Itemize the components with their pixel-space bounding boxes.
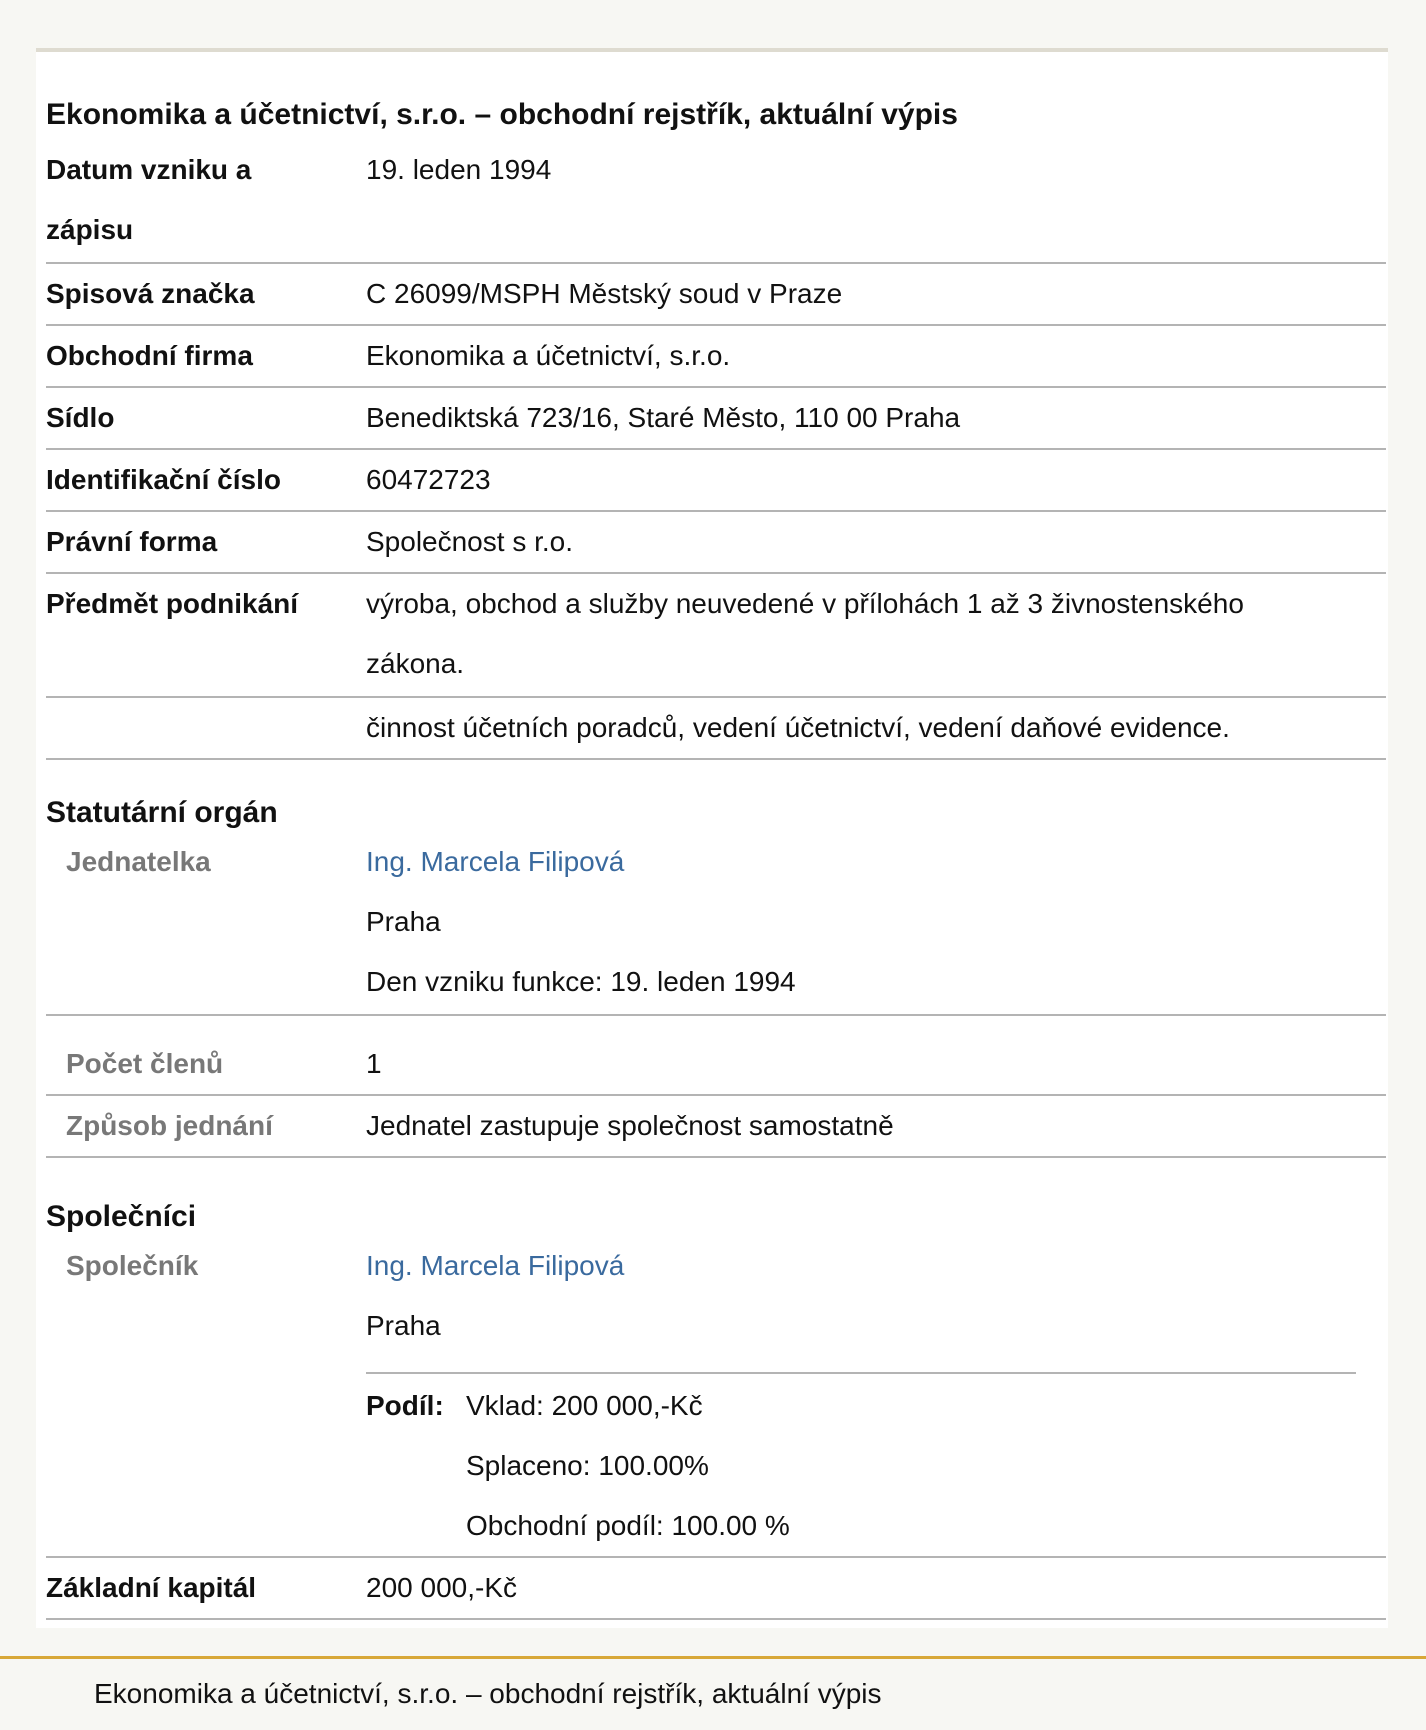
row-label: Počet členů xyxy=(66,1048,224,1079)
row-value xyxy=(366,574,1244,694)
row-value: 19. leden 1994 xyxy=(366,154,552,185)
row-value: 200 000,-Kč xyxy=(366,1572,517,1603)
row-label: Sídlo xyxy=(46,402,115,433)
row-zakladni-kapital xyxy=(46,1558,1386,1620)
row-label xyxy=(46,140,356,260)
row-value: Jednatel zastupuje společnost samostatně xyxy=(366,1110,894,1141)
person-link[interactable]: Ing. Marcela Filipová xyxy=(366,846,625,877)
page-title: Ekonomika a účetnictví, s.r.o. – obchodní rejstřík, aktuální výpis xyxy=(46,98,958,131)
row-label: Obchodní firma xyxy=(46,340,253,371)
row-sidlo xyxy=(46,388,1386,450)
row-pocet-clenu xyxy=(46,1034,1386,1096)
row-label: Spisová značka xyxy=(46,278,255,309)
row-value: Společnost s r.o. xyxy=(366,526,574,557)
extract-card xyxy=(36,48,1388,1628)
row-label: Základní kapitál xyxy=(46,1572,257,1603)
person-city: Praha xyxy=(366,1310,441,1341)
row-value: 1 xyxy=(366,1048,382,1079)
row-value: C 26099/MSPH Městský soud v Praze xyxy=(366,278,843,309)
row-value xyxy=(366,832,796,1012)
share-values xyxy=(466,1376,790,1556)
person-city: Praha xyxy=(366,906,441,937)
person-link[interactable]: Ing. Marcela Filipová xyxy=(366,1250,625,1281)
row-predmet-podnikani xyxy=(46,574,1386,698)
row-jednatelka xyxy=(46,832,1386,1016)
label-line-2: zápisu xyxy=(46,214,134,245)
value-line-2: zákona. xyxy=(366,648,465,679)
label-line-1: Datum vzniku a xyxy=(46,154,252,185)
footer-title: Ekonomika a účetnictví, s.r.o. – obchodní rejstřík, aktuální výpis xyxy=(94,1678,882,1709)
row-value: Ekonomika a účetnictví, s.r.o. xyxy=(366,340,731,371)
share-obchodni-podil: Obchodní podíl: 100.00 % xyxy=(466,1510,790,1541)
function-since: Den vzniku funkce: 19. leden 1994 xyxy=(366,966,796,997)
share-divider xyxy=(366,1372,1356,1374)
row-spisova-znacka xyxy=(46,264,1386,326)
row-datum-vzniku xyxy=(46,140,1386,264)
share-vklad: Vklad: 200 000,-Kč xyxy=(466,1390,703,1421)
share-label: Podíl: xyxy=(366,1390,444,1421)
value-line-1: výroba, obchod a služby neuvedené v přílohách 1 až 3 živnostenského xyxy=(366,588,1244,619)
section-heading-statutarni: Statutární orgán xyxy=(46,796,278,829)
row-value xyxy=(366,1236,624,1356)
row-ico xyxy=(46,450,1386,512)
section-heading-spolecnici: Společníci xyxy=(46,1200,197,1233)
row-label: Identifikační číslo xyxy=(46,464,281,495)
row-predmet-podnikani-2 xyxy=(46,698,1386,760)
row-label: Jednatelka xyxy=(66,846,211,877)
share-splaceno: Splaceno: 100.00% xyxy=(466,1450,709,1481)
row-label: Předmět podnikání xyxy=(46,588,299,619)
row-obchodni-firma xyxy=(46,326,1386,388)
row-label: Právní forma xyxy=(46,526,218,557)
row-pravni-forma xyxy=(46,512,1386,574)
footer-divider xyxy=(0,1656,1426,1659)
row-value: 60472723 xyxy=(366,464,491,495)
row-label: Způsob jednání xyxy=(66,1110,273,1141)
row-value: Benediktská 723/16, Staré Město, 110 00 Praha xyxy=(366,402,961,433)
row-value: činnost účetních poradců, vedení účetnictví, vedení daňové evidence. xyxy=(366,712,1230,743)
row-zpusob-jednani xyxy=(46,1096,1386,1158)
row-label: Společník xyxy=(66,1250,199,1281)
